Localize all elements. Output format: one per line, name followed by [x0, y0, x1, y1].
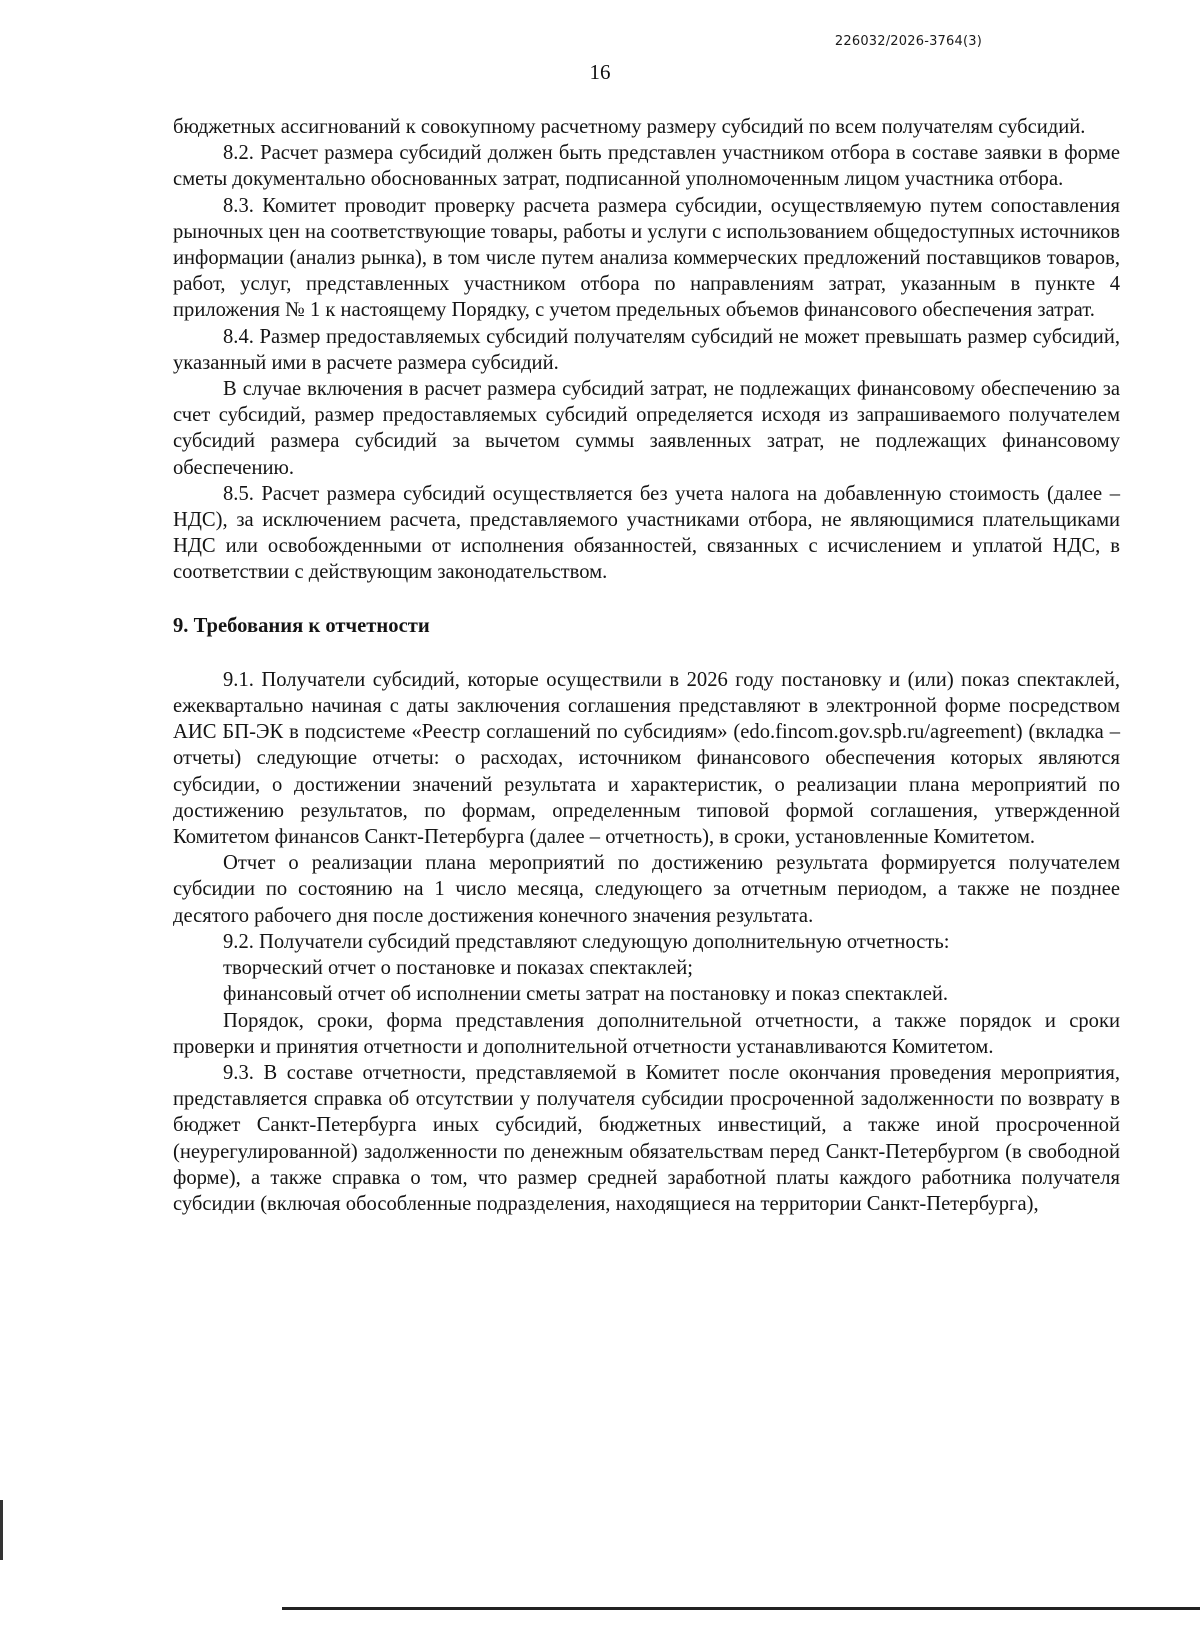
paragraph-8-3: 8.3. Комитет проводит проверку расчета размера субсидии, осуществляемую путем сопоставления рыночных цен на соответствующие товары, работы и услуги с использованием общедоступных источников информации (анализ рынка), в том числе путем анализа коммерческих предложений поставщиков товаров, работ, услуг, представленных участником отбора по направлениям затрат, указанным в пункте 4 приложения № 1 к настоящему Порядку, с учетом предельных объемов финансового обеспечения затрат.	[173, 194, 1120, 322]
paragraph-8-4: 8.4. Размер предоставляемых субсидий получателям субсидий не может превышать размер субсидий, указанный ими в расчете размера субсидий.	[173, 325, 1120, 374]
scan-margin-mark	[0, 1500, 3, 1560]
paragraph-9-2-procedure: Порядок, сроки, форма представления дополнительной отчетности, а также порядок и сроки проверки и принятия отчетности и дополнительной отчетности устанавливаются Комитетом.	[173, 1009, 1120, 1058]
document-registration-number: 226032/2026-3764(3)	[834, 34, 982, 49]
document-body	[173, 114, 1120, 1217]
paragraph-9-2-item-creative: творческий отчет о постановке и показах спектаклей;	[223, 957, 693, 980]
paragraph-9-2-item-financial: финансовый отчет об исполнении сметы затрат на постановку и показ спектаклей.	[223, 983, 949, 1006]
paragraph-9-1: 9.1. Получатели субсидий, которые осуществили в 2026 году постановку и (или) показ спектаклей, ежеквартально начиная с даты заключения соглашения представляют в электронной форме посредством АИС БП-ЭК в подсистеме «Реестр соглашений по субсидиям» (edo.fincom.gov.spb.ru/agreement) (вкладка – отчеты) следующие отчеты: о расходах, источником финансового обеспечения которых являются субсидии, о достижении значений результата и характеристик, о реализации плана мероприятий по достижению результатов, по формам, определенным типовой формой соглашения, утвержденной Комитетом финансов Санкт-Петербурга (далее – отчетность), в сроки, установленные Комитетом.	[173, 668, 1120, 849]
paragraph-9-1-plan-report: Отчет о реализации плана мероприятий по достижению результата формируется получателем субсидии по состоянию на 1 число месяца, следующего за отчетным периодом, а также не позднее десятого рабочего дня после достижения конечного значения результата.	[173, 852, 1120, 927]
paragraph-8-5: 8.5. Расчет размера субсидий осуществляется без учета налога на добавленную стоимость (далее – НДС), за исключением расчета, представляемого участниками отбора, не являющимися плательщиками НДС или освобожденными от исполнения обязанностей, связанных с исчислением и уплатой НДС, в соответствии с действующим законодательством.	[173, 482, 1120, 584]
paragraph-9-3: 9.3. В составе отчетности, представляемой в Комитет после окончания проведения мероприятия, представляется справка об отсутствии у получателя субсидии просроченной задолженности по возврату в бюджет Санкт-Петербурга иных субсидий, бюджетных инвестиций, а также иной просроченной (неурегулированной) задолженности по денежным обязательствам перед Санкт-Петербургом (в свободной форме), а также справка о том, что размер средней заработной платы каждого работника получателя субсидии (включая обособленные подразделения, находящиеся на территории Санкт-Петербурга),	[173, 1061, 1120, 1215]
paragraph-8-2: 8.2. Расчет размера субсидий должен быть представлен участником отбора в составе заявки в форме сметы документально обоснованных затрат, подписанной уполномоченным лицом участника отбора.	[173, 142, 1120, 191]
paragraph-8-4-exclusion: В случае включения в расчет размера субсидий затрат, не подлежащих финансовому обеспечению за счет субсидий, размер предоставляемых субсидий определяется исходя из запрашиваемого получателем субсидий размера субсидий за вычетом суммы заявленных затрат, не подлежащих финансовому обеспечению.	[173, 378, 1120, 479]
page-number: 16	[589, 60, 611, 84]
paragraph-continuation: бюджетных ассигнований к совокупному расчетному размеру субсидий по всем получателям субсидий.	[173, 116, 1086, 138]
section-heading-9: 9. Требования к отчетности	[173, 614, 430, 637]
scan-bottom-edge	[282, 1607, 1200, 1610]
paragraph-9-2: 9.2. Получатели субсидий представляют следующую дополнительную отчетность:	[223, 930, 950, 953]
